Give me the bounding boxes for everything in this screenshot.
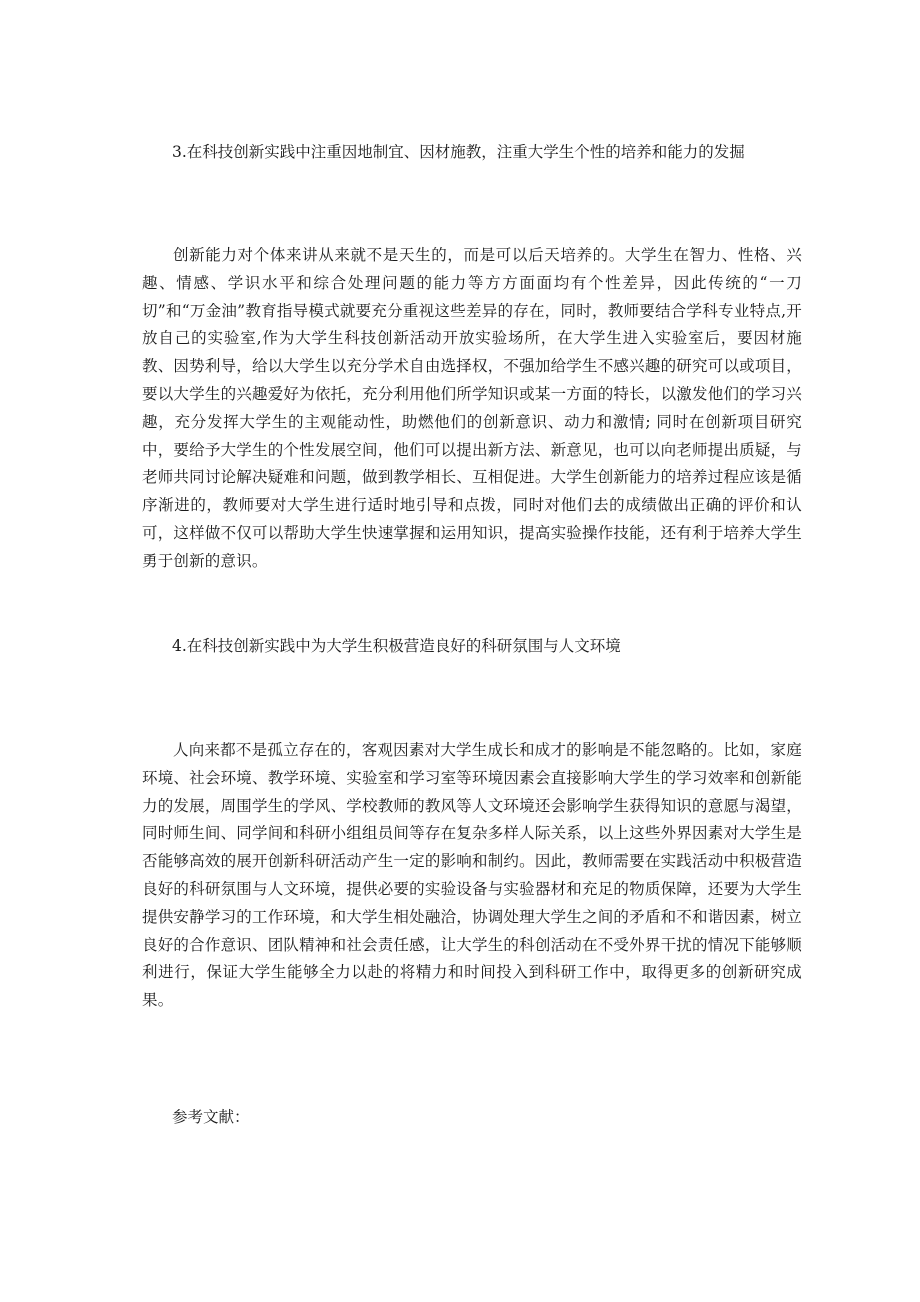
references-label: 参考文献： [172, 1108, 250, 1126]
section-4-paragraph: 人向来都不是孤立存在的，客观因素对大学生成长和成才的影响是不能忽略的。比如，家庭环境、社会环境、教学环境、实验室和学习室等环境因素会直接影响大学生的学习效率和创新能力的发展，周围学生的学风、学校教师的教风等人文环境还会影响学生获得知识的意愿与渴望，同时师生间、同学间和科研小组组员间等存在复杂多样人际关系，以上这些外界因素对大学生是否能够高效的展开创新科研活动产生一定的影响和制约。因此，教师需要在实践活动中积极营造良好的科研氛围与人文环境，提供必要的实验设备与实验器材和充足的物质保障，还要为大学生提供安静学习的工作环境，和大学生相处融洽，协调处理大学生之间的矛盾和不和谐因素，树立良好的合作意识、团队精神和社会责任感，让大学生的科创活动在不受外界干扰的情况下能够顺利进行，保证大学生能够全力以赴的将精力和时间投入到科研工作中，取得更多的创新研究成果。 [142, 741, 802, 1010]
section-3-heading: 3.在科技创新实践中注重因地制宜、因材施教，注重大学生个性的培养和能力的发掘 [172, 143, 745, 161]
section-3-paragraph: 创新能力对个体来讲从来就不是天生的，而是可以后天培养的。大学生在智力、性格、兴趣、情感、学识水平和综合处理问题的能力等方方面面均有个性差异，因此传统的“一刀切”和“万金油”教育指导模式就要充分重视这些差异的存在，同时，教师要结合学科专业特点,开放自己的实验室,作为大学生科技创新活动开放实验场所，在大学生进入实验室后，要因材施教、因势利导，给以大学生以充分学术自由选择权，不强加给学生不感兴趣的研究可以或项目，要以大学生的兴趣爱好为依托，充分利用他们所学知识或某一方面的特长，以激发他们的学习兴趣，充分发挥大学生的主观能动性，助燃他们的创新意识、动力和激情; 同时在创新项目研究中，要给予大学生的个性发展空间，他们可以提出新方法、新意见，也可以向老师提出质疑，与老师共同讨论解决疑难和问题，做到教学相长、互相促进。大学生创新能力的培养过程应该是循序渐进的，教师要对大学生进行适时地引导和点拨，同时对他们去的成绩做出正确的评价和认可，这样做不仅可以帮助大学生快速掌握和运用知识，提高实验操作技能，还有利于培养大学生勇于创新的意识。 [142, 246, 802, 570]
section-4-heading: 4.在科技创新实践中为大学生积极营造良好的科研氛围与人文环境 [172, 637, 621, 655]
